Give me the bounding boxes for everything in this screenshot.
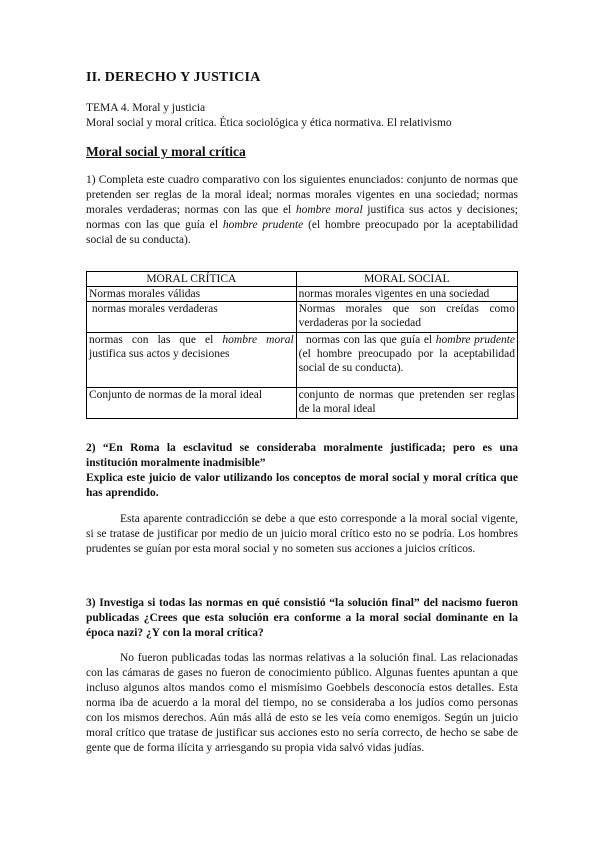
cell-em-hombre-prudente: hombre prudente — [435, 334, 515, 346]
table-row — [87, 302, 518, 333]
question-2-quote: 2) “En Roma la esclavitud se consideraba moralmente justificada; pero es una institución moralmente inadmisible” — [86, 442, 518, 469]
cell-text: (el hombre preocupado por la aceptabilidad social de su conducta). — [298, 348, 515, 374]
section-title: II. DERECHO Y JUSTICIA — [86, 70, 261, 85]
comparison-table — [86, 271, 518, 419]
answer-3: No fueron publicadas todas las normas relativas a la solución final. Las relacionadas con las cámaras de gases no fueron de conocimiento público. Algunas fuentes apuntan a que incluso algunos altos mandos como el mismísimo Goebbels desconocía estos detalles. Esta norma iba de acuerdo a la moral del tiempo, no se consideraba a los judíos como personas con los mismos derechos. Aún más allá de esto se les veía como enemigos. Según un juicio moral crítico que tratase de justificar sus acciones esto no sería correcto, de hecho se sabe de gente que de forma ilícita y arriesgando su propia vida salvó vidas judías. — [86, 652, 518, 754]
table-row — [87, 333, 518, 388]
table-row — [87, 388, 518, 419]
question-2 — [86, 441, 518, 501]
table-cell: conjunto de normas que pretenden ser reglas de la moral ideal — [296, 388, 517, 419]
answer-2: Esta aparente contradicción se debe a que esto corresponde a la moral social vigente, si se tratase de justificar por medio de un juicio moral crítico esto no se podría. Los hombres prudentes se guían por esta moral social y no someten sus acciones a juicios críticos. — [86, 513, 518, 555]
table-cell — [87, 333, 297, 388]
heading-moral-social-critica: Moral social y moral crítica — [86, 144, 246, 159]
exercise-1-em-hombre-moral: hombre moral — [295, 204, 363, 216]
table-cell: Normas morales que son creídas como verdaderas por la sociedad — [296, 302, 517, 333]
tema-subtitle: Moral social y moral crítica. Ética sociológica y ética normativa. El relativismo — [86, 117, 452, 129]
exercise-1-text-c: (el hombre preocupado por la aceptabilidad social de su conducta). — [86, 219, 518, 246]
table-cell: Conjunto de normas de la moral ideal — [87, 388, 297, 419]
table-header-row — [87, 272, 518, 287]
tema-line: TEMA 4. Moral y justicia — [86, 102, 206, 114]
exercise-1-text-b: justifica sus actos y decisiones; normas con las que guía el — [86, 204, 518, 231]
tema-block — [86, 101, 452, 131]
exercise-1-text-a: 1) Completa este cuadro comparativo con los siguientes enunciados: conjunto de normas que pretenden ser reglas de la moral ideal; normas morales vigentes en una sociedad; normas morales verdaderas; normas con las que el — [86, 174, 518, 216]
cell-text: normas con las que guía el — [298, 334, 436, 346]
table-cell — [296, 333, 517, 388]
question-2-prompt: Explica este juicio de valor utilizando los conceptos de moral social y moral crítica que has aprendido. — [86, 472, 518, 499]
header-moral-social: MORAL SOCIAL — [296, 272, 517, 287]
header-moral-critica: MORAL CRÍTICA — [87, 272, 297, 287]
table-cell: Normas morales válidas — [87, 287, 297, 302]
cell-text: justifica sus actos y decisiones — [89, 348, 230, 360]
table-cell: normas morales vigentes en una sociedad — [296, 287, 517, 302]
exercise-1-em-hombre-prudente: hombre prudente — [222, 219, 304, 231]
question-3: 3) Investiga si todas las normas en qué consistió “la solución final” del nacismo fueron publicadas ¿Crees que esta solución era conforme a la moral social dominante en la época nazi? ¿Y con la moral crítica? — [86, 597, 518, 639]
cell-em-hombre-moral: hombre moral — [222, 334, 294, 346]
exercise-1-instructions — [86, 173, 518, 248]
table-row — [87, 287, 518, 302]
cell-text: normas con las que el — [89, 334, 223, 346]
table-cell: normas morales verdaderas — [87, 302, 297, 333]
